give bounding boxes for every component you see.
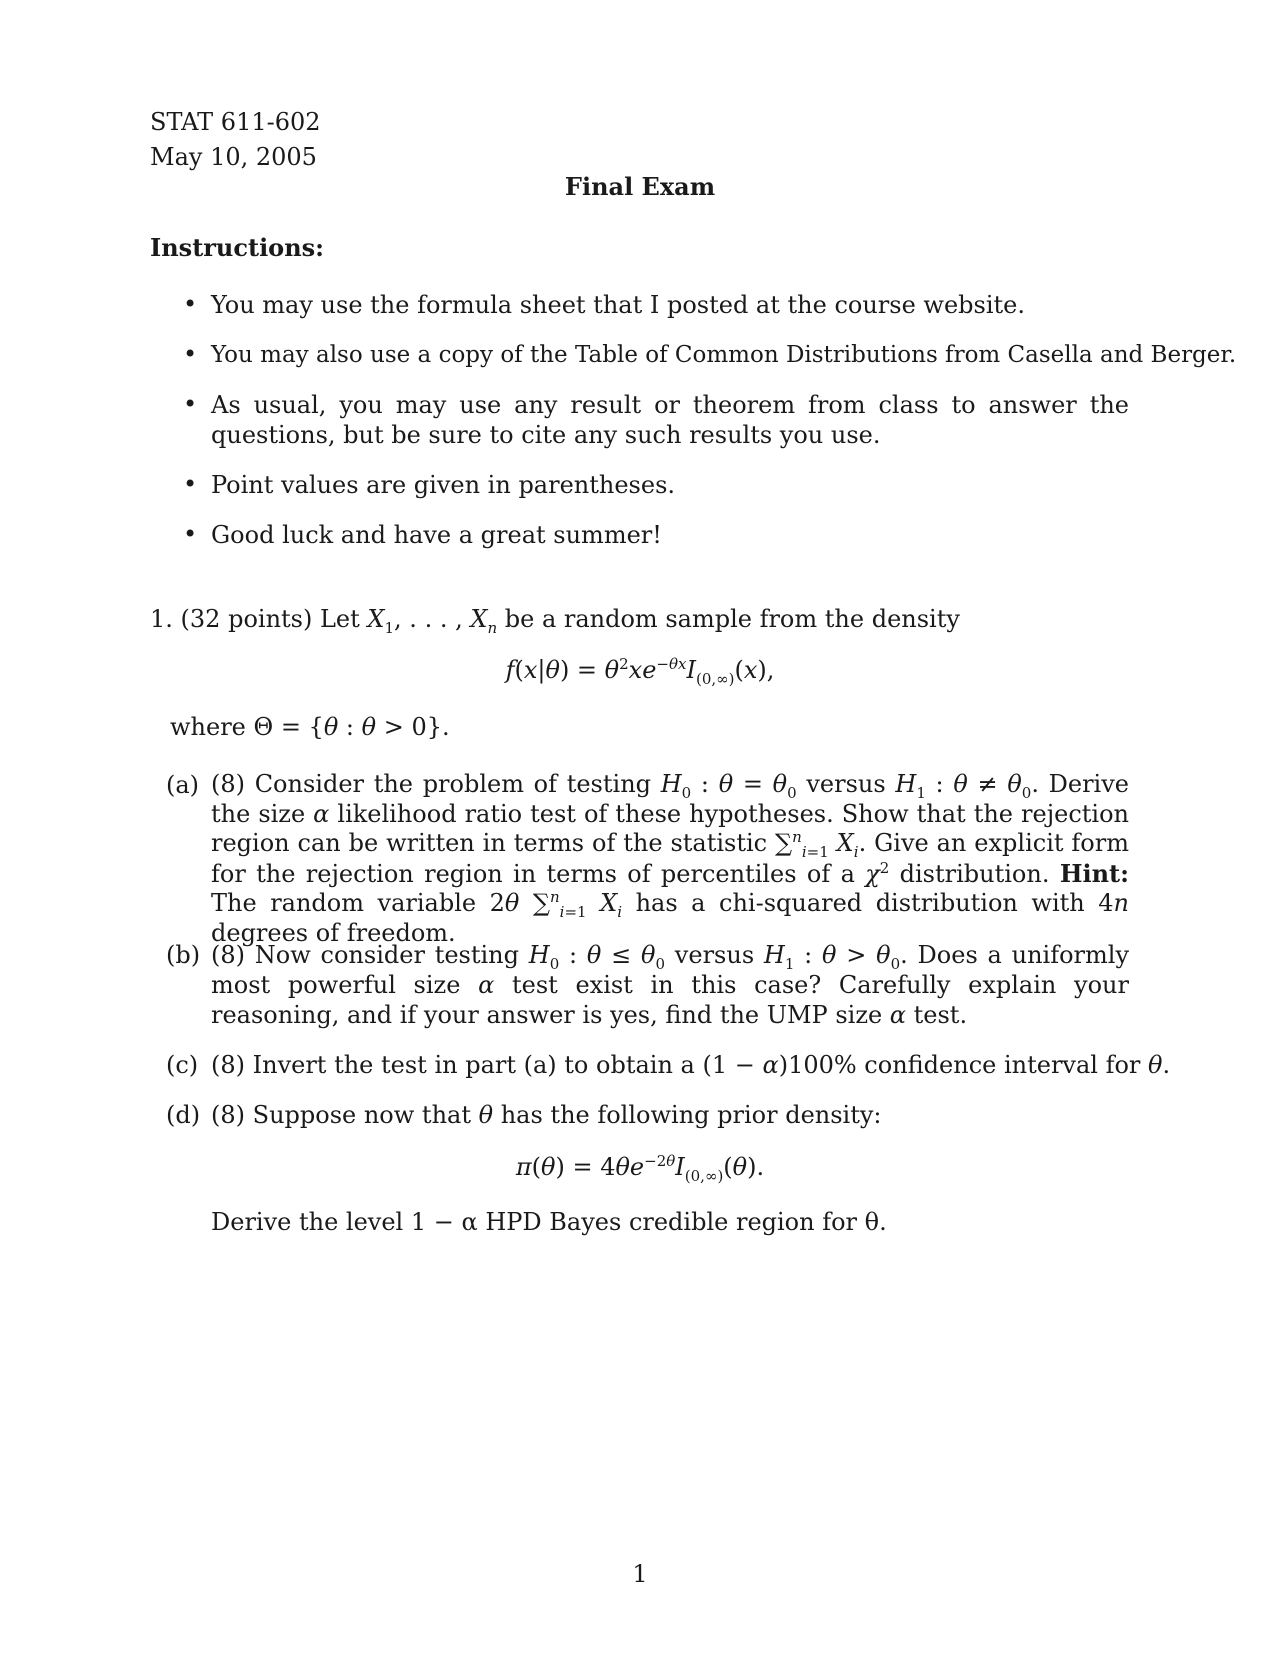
part-b-text: (8) Now consider testing $H_0$ : $\theta \le \theta_0$ versus $H_1$ : $\theta > \theta_0$. Does a uniformly most powerful size α test exist in this case? Carefully explain your reasoning, and if your answer is yes, find the UMP size α test. xyxy=(211,941,1130,1029)
part-d-closing: Derive the level 1 − α HPD Bayes credible region for θ. xyxy=(211,1208,887,1236)
part-d-text: (8) Suppose now that θ has the following prior density: xyxy=(211,1101,882,1129)
part-d-label: (d) xyxy=(166,1101,201,1129)
part-b-label: (b) xyxy=(166,941,201,969)
instruction-item: You may use the formula sheet that I posted at the course website. xyxy=(211,291,1025,319)
bullet-icon: • xyxy=(183,290,198,318)
exam-title: Final Exam xyxy=(564,172,716,201)
bullet-icon: • xyxy=(183,340,198,368)
bullet-icon: • xyxy=(183,470,198,498)
course-code: STAT 611-602 xyxy=(150,108,321,136)
instruction-item: You may also use a copy of the Table of Common Distributions from Casella and Berger. xyxy=(211,342,1237,368)
problem-1-intro: 1. (32 points) Let $X_1$, . . . , $X_n$ be a random sample from the density xyxy=(150,605,960,637)
prior-formula: $\pi(\theta) = 4\theta e^{-2\theta}I_{(0,\infty)}(\theta)$. xyxy=(515,1152,765,1185)
instruction-item: Good luck and have a great summer! xyxy=(211,521,662,549)
instruction-item: Point values are given in parentheses. xyxy=(211,471,676,499)
part-c-text: (8) Invert the test in part (a) to obtain a (1 − α)100% confidence interval for θ. xyxy=(211,1051,1171,1079)
instructions-heading: Instructions: xyxy=(150,233,325,262)
density-formula: $f(x|\theta) = \theta^2xe^{-\theta x}I_{(0,\infty)}(x)$, xyxy=(505,655,775,688)
parameter-space: where Θ = {θ : θ > 0}. xyxy=(170,713,450,741)
bullet-icon: • xyxy=(183,390,198,418)
part-a-text: (8) Consider the problem of testing $H_0$ : $\theta = \theta_0$ versus $H_1$ : $\theta \ne \theta_0$. Derive the size α likelihood ratio test of these hypotheses. Show that the rejection region can be written in terms of the statistic ∑$^n_{i=1}$ $X_i$. Give an explicit form for the rejection region in terms of percentiles of a $\chi^2$ distribution. Hint: The random variable 2θ ∑$^n_{i=1}$ $X_i$ has a chi-squared distribution with 4n degrees of freedom. xyxy=(211,770,1130,947)
exam-date: May 10, 2005 xyxy=(150,143,317,171)
page-number: 1 xyxy=(632,1560,648,1588)
part-c-label: (c) xyxy=(166,1051,199,1079)
bullet-icon: • xyxy=(183,520,198,548)
instruction-item: As usual, you may use any result or theorem from class to answer the questions, but be sure to cite any such results you use. xyxy=(211,391,1129,449)
part-a-label: (a) xyxy=(166,771,200,799)
